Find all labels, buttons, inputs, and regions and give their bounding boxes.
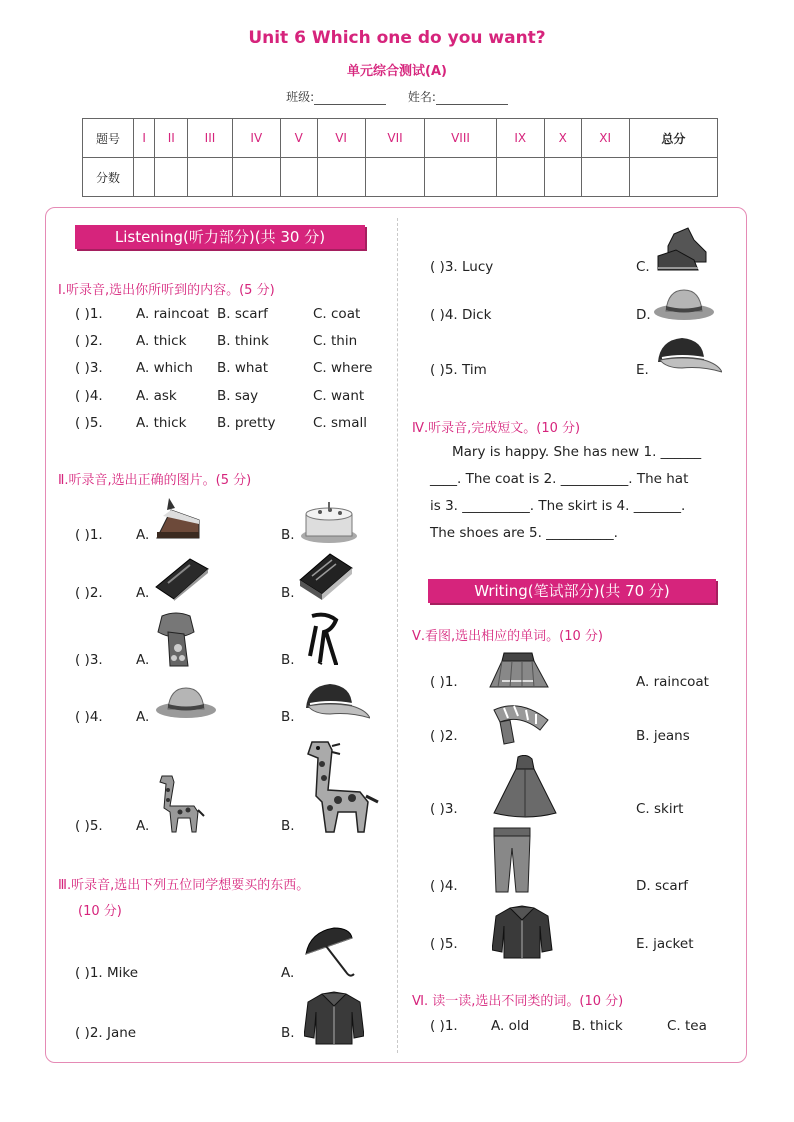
answer-slot[interactable]: ( )5. [430,936,458,952]
column-header: VII [365,119,425,158]
option-b: B. say [217,388,259,404]
word-option: C. skirt [636,801,684,817]
answer-slot[interactable]: ( )4. [75,388,103,404]
option-a: A. thick [136,415,187,431]
option-a: A. [136,652,150,668]
score-cell[interactable] [280,158,317,197]
score-cell[interactable] [317,158,365,197]
hat-icon [156,680,218,722]
column-header: VI [317,119,365,158]
jeans-icon [490,826,534,896]
answer-slot[interactable]: ( )3. [75,360,103,376]
cake-slice-icon [153,494,203,544]
section-2-heading: Ⅱ.听录音,选出正确的图片。(5 分) [58,473,252,488]
score-cell[interactable] [155,158,188,197]
answer-slot[interactable]: ( )4. Dick [430,307,492,323]
score-cell[interactable] [188,158,232,197]
score-table-header-row [83,119,718,158]
total-score-cell[interactable] [629,158,717,197]
column-header: II [155,119,188,158]
option-c: C. where [313,360,373,376]
page-subtitle: 单元综合测试(A) [347,64,447,79]
total-header: 总分 [629,119,717,158]
thick-book-icon [298,550,354,600]
section-1-heading: Ⅰ.听录音,选出你所听到的内容。(5 分) [58,283,275,298]
answer-slot[interactable]: ( )3. [430,801,458,817]
big-giraffe-icon [298,736,382,836]
option-b: B. scarf [217,306,268,322]
option-label: E. [636,362,649,378]
option-label: A. [281,965,295,981]
answer-slot[interactable]: ( )5. Tim [430,362,487,378]
option-b: B. think [217,333,269,349]
option-b: B. [281,585,295,601]
answer-slot[interactable]: ( )4. [430,878,458,894]
answer-slot[interactable]: ( )2. [430,728,458,744]
name-blank[interactable] [436,104,508,105]
score-table [82,118,718,197]
passage-line: is 3. __________. The skirt is 4. _______. [430,498,686,514]
skirt-icon [488,651,550,691]
cap-icon [300,680,370,722]
option-c: C. thin [313,333,358,349]
shoes-icon [654,226,710,274]
section-4-heading: Ⅳ.听录音,完成短文。(10 分) [412,421,581,436]
score-cell[interactable] [365,158,425,197]
answer-slot[interactable]: ( )1. [430,674,458,690]
answer-slot[interactable]: ( )3. Lucy [430,259,494,275]
scarf-icon [490,700,554,748]
section-3-points: (10 分) [78,904,122,919]
answer-slot[interactable]: ( )4. [75,709,103,725]
option-a: A. [136,585,150,601]
section-5-heading: Ⅴ.看图,选出相应的单词。(10 分) [412,629,603,644]
option-b: B. pretty [217,415,276,431]
column-header: X [544,119,581,158]
row-label: 题号 [83,119,134,158]
column-header: V [280,119,317,158]
option-a: A. ask [136,388,177,404]
row-label: 分数 [83,158,134,197]
option-c: C. want [313,388,365,404]
class-label: 班级: [286,90,315,104]
option-label: C. [636,259,650,275]
option-b: B. thick [572,1018,623,1034]
score-cell[interactable] [232,158,280,197]
option-label: D. [636,307,651,323]
word-option: B. jeans [636,728,690,744]
page-title: Unit 6 Which one do you want? [248,28,546,48]
column-header: IX [496,119,544,158]
option-a: A. thick [136,333,187,349]
listening-banner: Listening(听力部分)(共 30 分) [75,225,365,249]
column-divider [397,218,398,1053]
option-a: A. [136,527,150,543]
hat-icon [654,284,716,324]
class-name-line [0,88,794,105]
class-blank[interactable] [314,104,386,105]
passage-line: The shoes are 5. __________. [430,525,618,541]
column-header: IV [232,119,280,158]
section-6-heading: Ⅵ. 读一读,选出不同类的词。(10 分) [412,994,624,1009]
option-a: A. old [491,1018,530,1034]
answer-slot[interactable]: ( )2. [75,585,103,601]
passage-line: Mary is happy. She has new 1. ______ [452,444,702,460]
option-b: B. what [217,360,269,376]
writing-banner: Writing(笔试部分)(共 70 分) [428,579,716,603]
score-cell[interactable] [425,158,496,197]
answer-slot[interactable]: ( )1. Mike [75,965,139,981]
thin-book-icon [154,555,210,601]
option-a: A. raincoat [136,306,209,322]
answer-slot[interactable]: ( )1. [430,1018,458,1034]
answer-slot[interactable]: ( )1. [75,306,103,322]
option-c: C. small [313,415,367,431]
answer-slot[interactable]: ( )2. Jane [75,1025,137,1041]
answer-slot[interactable]: ( )2. [75,333,103,349]
score-cell[interactable] [544,158,581,197]
score-cell[interactable] [134,158,155,197]
raincoat-icon [490,755,560,823]
section-3-heading: Ⅲ.听录音,选出下列五位同学想要买的东西。 [58,878,310,893]
birthday-cake-icon [300,500,358,544]
answer-slot[interactable]: ( )3. [75,652,103,668]
column-header: I [134,119,155,158]
option-c: C. coat [313,306,361,322]
thin-scarf-icon [302,612,348,668]
column-header: VIII [425,119,496,158]
small-giraffe-icon [154,772,206,836]
passage-line: ____. The coat is 2. __________. The hat [430,471,689,487]
column-header: III [188,119,232,158]
option-a: A. [136,818,150,834]
column-header: XI [581,119,629,158]
cap-icon [652,334,722,376]
answer-slot[interactable]: ( )5. [75,818,103,834]
option-c: C. tea [667,1018,707,1034]
option-b: B. [281,709,295,725]
option-b: B. [281,818,295,834]
jacket-icon [492,902,554,960]
answer-slot[interactable]: ( )1. [75,527,103,543]
thick-scarf-icon [154,612,198,670]
umbrella-icon [300,924,356,980]
option-label: B. [281,1025,295,1041]
word-option: D. scarf [636,878,689,894]
name-label: 姓名: [407,90,436,104]
answer-slot[interactable]: ( )5. [75,415,103,431]
word-option: A. raincoat [636,674,709,690]
option-b: B. [281,652,295,668]
score-table-score-row [83,158,718,197]
word-option: E. jacket [636,936,694,952]
score-cell[interactable] [581,158,629,197]
option-b: B. [281,527,295,543]
jacket-icon [304,988,364,1046]
option-a: A. [136,709,150,725]
score-cell[interactable] [496,158,544,197]
option-a: A. which [136,360,193,376]
